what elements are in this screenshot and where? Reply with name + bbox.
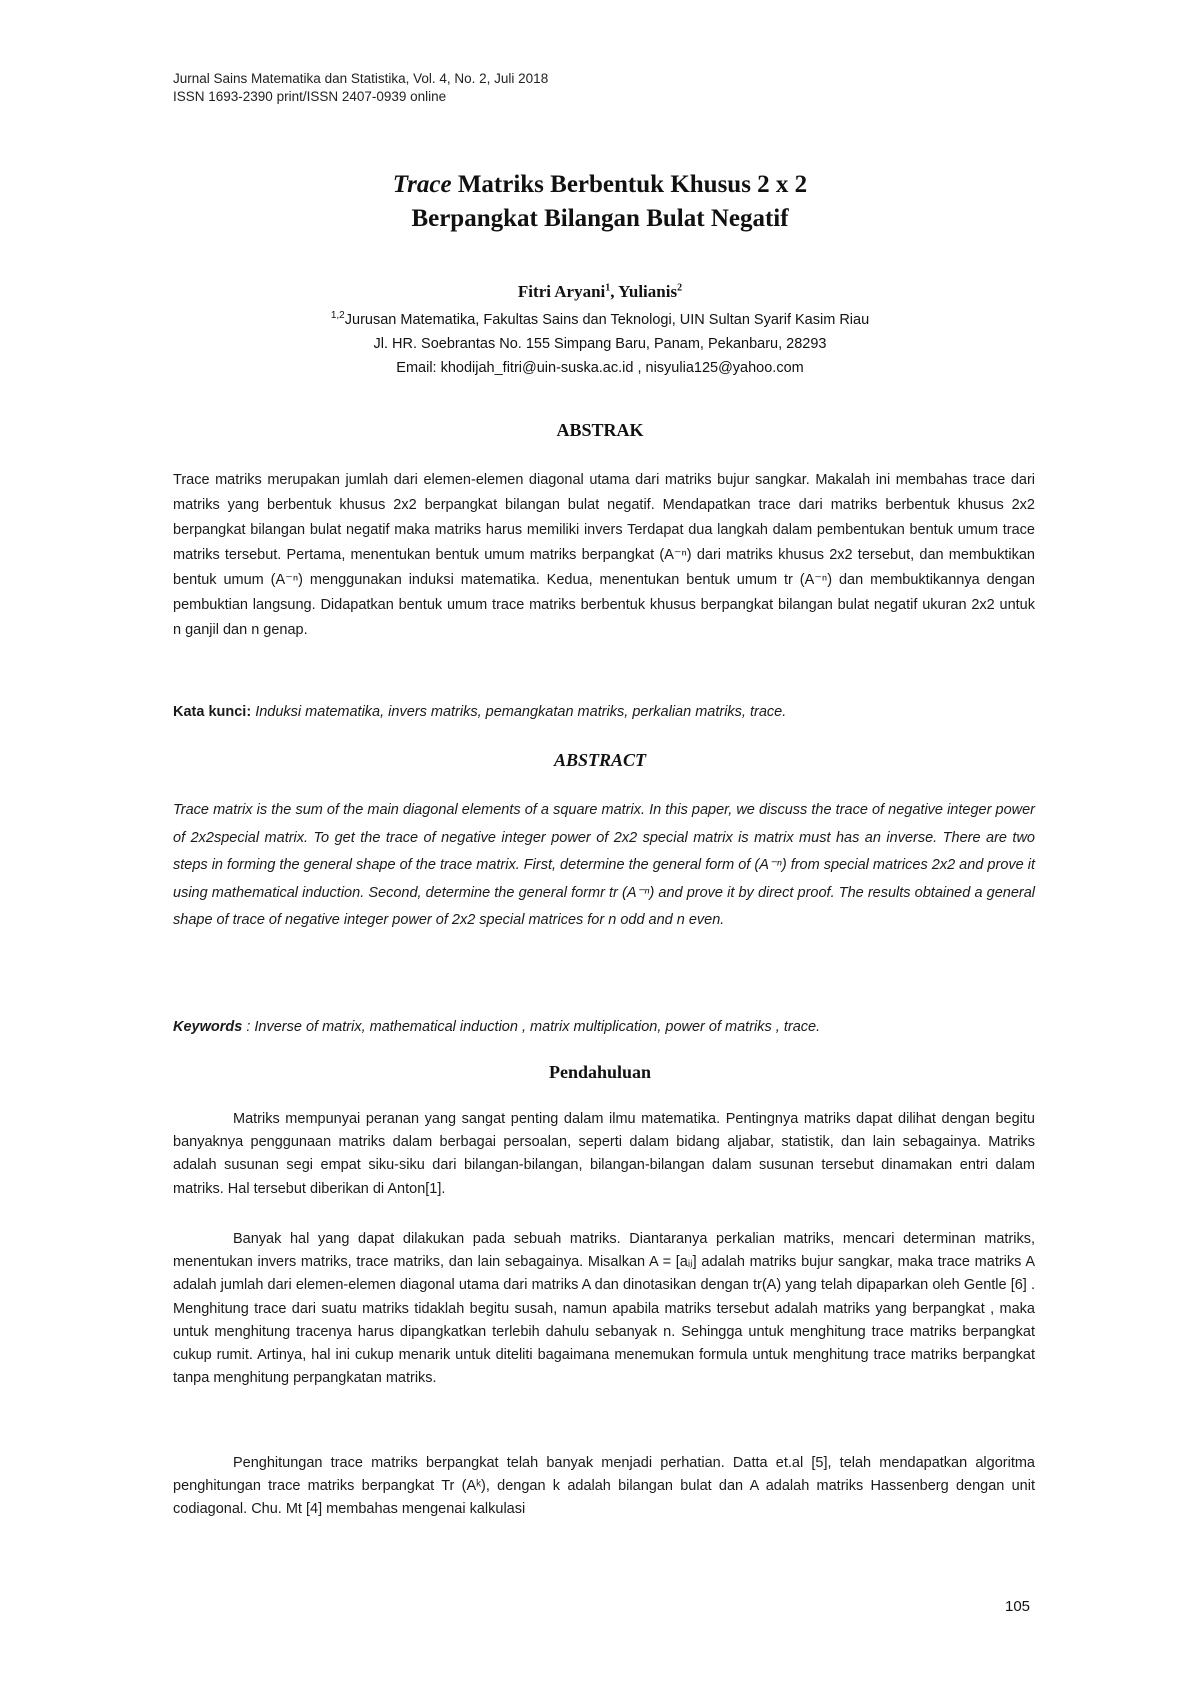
affiliation-block [0, 308, 1200, 380]
author-list [0, 282, 1200, 302]
title-line-1-rest: Matriks Berbentuk Khusus 2 x 2 [451, 171, 808, 198]
affiliation-dept: Jurusan Matematika, Fakultas Sains dan Teknologi, UIN Sultan Syarif Kasim Riau [344, 312, 870, 328]
author-2: Yulianis [618, 282, 678, 301]
affiliation-line [0, 308, 1200, 332]
affiliation-sup: 1,2 [330, 310, 345, 322]
abstract-body: Trace matrix is the sum of the main diagonal elements of a square matrix. In this paper, we discuss the trace of negative integer power of 2x2special matrix. To get the trace of negative integer power of 2x2 special matrix is matrix must has an inverse. There are two steps in forming the general shape of the trace matrix. First, determine the general form of (A⁻ⁿ) from special matrices 2x2 and prove it using mathematical induction. Second, determine the general formr tr (A⁻ⁿ) and prove it by direct proof. The results obtained a general shape of trace of negative integer power of 2x2 special matrices for n odd and n even. [173, 802, 1035, 928]
author-separator: , [610, 282, 619, 301]
journal-header [173, 70, 548, 106]
author-1: Fitri Aryani [517, 282, 606, 301]
abstrak-keywords [173, 700, 1035, 725]
abstract-keywords-text: : Inverse of matrix, mathematical induction , matrix multiplication, power of matriks , trace. [242, 1019, 821, 1035]
page-number: 105 [1005, 1598, 1031, 1615]
affiliation-email: Email: khodijah_fitri@uin-suska.ac.id , nisyulia125@yahoo.com [396, 360, 804, 376]
abstract-keywords [173, 1015, 1035, 1040]
abstrak-keywords-label: Kata kunci: [173, 704, 252, 720]
pendahuluan-paragraph-3: Penghitungan trace matriks berpangkat telah banyak menjadi perhatian. Datta et.al [5], telah mendapatkan algoritma penghitungan trace matriks berpangkat Tr (Aᵏ), dengan k adalah bilangan bulat dan A adalah matriks Hassenberg dengan unit codiagonal. Chu. Mt [4] membahas mengenai kalkulasi [173, 1455, 1035, 1518]
title-line-2: Berpangkat Bilangan Bulat Negatif [411, 205, 789, 232]
title-line-1 [0, 168, 1200, 202]
abstrak-body: Trace matriks merupakan jumlah dari elemen-elemen diagonal utama dari matriks bujur sangkar. Makalah ini membahas trace dari matriks yang berbentuk khusus 2x2 berpangkat bilangan bulat negatif. Mendapatkan trace dari matriks berbentuk khusus 2x2 berpangkat bilangan bulat negatif maka matriks harus memiliki invers Terdapat dua langkah dalam pembentukan bentuk umum trace matriks tersebut. Pertama, menentukan bentuk umum matriks berpangkat (A⁻ⁿ) dari matriks khusus 2x2 tersebut, dan membuktikan bentuk umum (A⁻ⁿ) menggunakan induksi matematika. Kedua, menentukan bentuk umum tr (A⁻ⁿ) dan membuktikannya dengan pembuktian langsung. Didapatkan bentuk umum trace matriks berbentuk khusus berpangkat bilangan bulat negatif ukuran 2x2 untuk n ganjil dan n genap. [173, 472, 1035, 638]
abstract-heading: ABSTRACT [553, 750, 647, 770]
journal-citation: Jurnal Sains Matematika dan Statistika, Vol. 4, No. 2, Juli 2018 [173, 71, 549, 86]
pendahuluan-paragraph-2: Banyak hal yang dapat dilakukan pada sebuah matriks. Diantaranya perkalian matriks, mencari determinan matriks, menentukan invers matriks, trace matriks, dan lain sebagainya. Misalkan A = [aᵢⱼ] adalah matriks bujur sangkar, maka trace matriks A adalah jumlah dari elemen-elemen diagonal utama dari matriks A dan dinotasikan dengan tr(A) yang telah dipaparkan oleh Gentle [6] . Menghitung trace dari suatu matriks tidaklah begitu susah, namun apabila matriks tersebut adalah matriks yang berpangkat , maka untuk menghitung tracenya harus dipangkatkan terlebih dahulu sebanyak n. Sehingga untuk menghitung trace matriks berpangkat cukup rumit. Artinya, hal ini cukup menarik untuk diteliti bagaimana menemukan formula untuk menghitung trace matriks berpangkat tanpa menghitung perpangkatan matriks. [173, 1231, 1035, 1387]
pendahuluan-heading: Pendahuluan [548, 1062, 652, 1082]
journal-issn: ISSN 1693-2390 print/ISSN 2407-0939 online [173, 89, 447, 104]
pendahuluan-paragraph-1: Matriks mempunyai peranan yang sangat penting dalam ilmu matematika. Pentingnya matriks dapat dilihat dengan begitu banyaknya penggunaan matriks dalam berbagai persoalan, seperti dalam bidang aljabar, statistik, dan lain sebagainya. Matriks adalah susunan segi empat siku-siku dari bilangan-bilangan, bilangan-bilangan dalam susunan tersebut dinamakan entri dalam matriks. Hal tersebut diberikan di Anton[1]. [173, 1111, 1035, 1197]
abstrak-keywords-text: Induksi matematika, invers matriks, pemangkatan matriks, perkalian matriks, trace. [251, 704, 787, 720]
author-1-affil: 1 [605, 282, 611, 294]
title-italic-word: Trace [392, 171, 452, 198]
abstract-keywords-label: Keywords [173, 1019, 243, 1035]
author-2-affil: 2 [677, 282, 683, 294]
abstrak-heading: ABSTRAK [556, 420, 644, 440]
affiliation-address: Jl. HR. Soebrantas No. 155 Simpang Baru, Panam, Pekanbaru, 28293 [373, 336, 827, 352]
paper-title [0, 168, 1200, 236]
